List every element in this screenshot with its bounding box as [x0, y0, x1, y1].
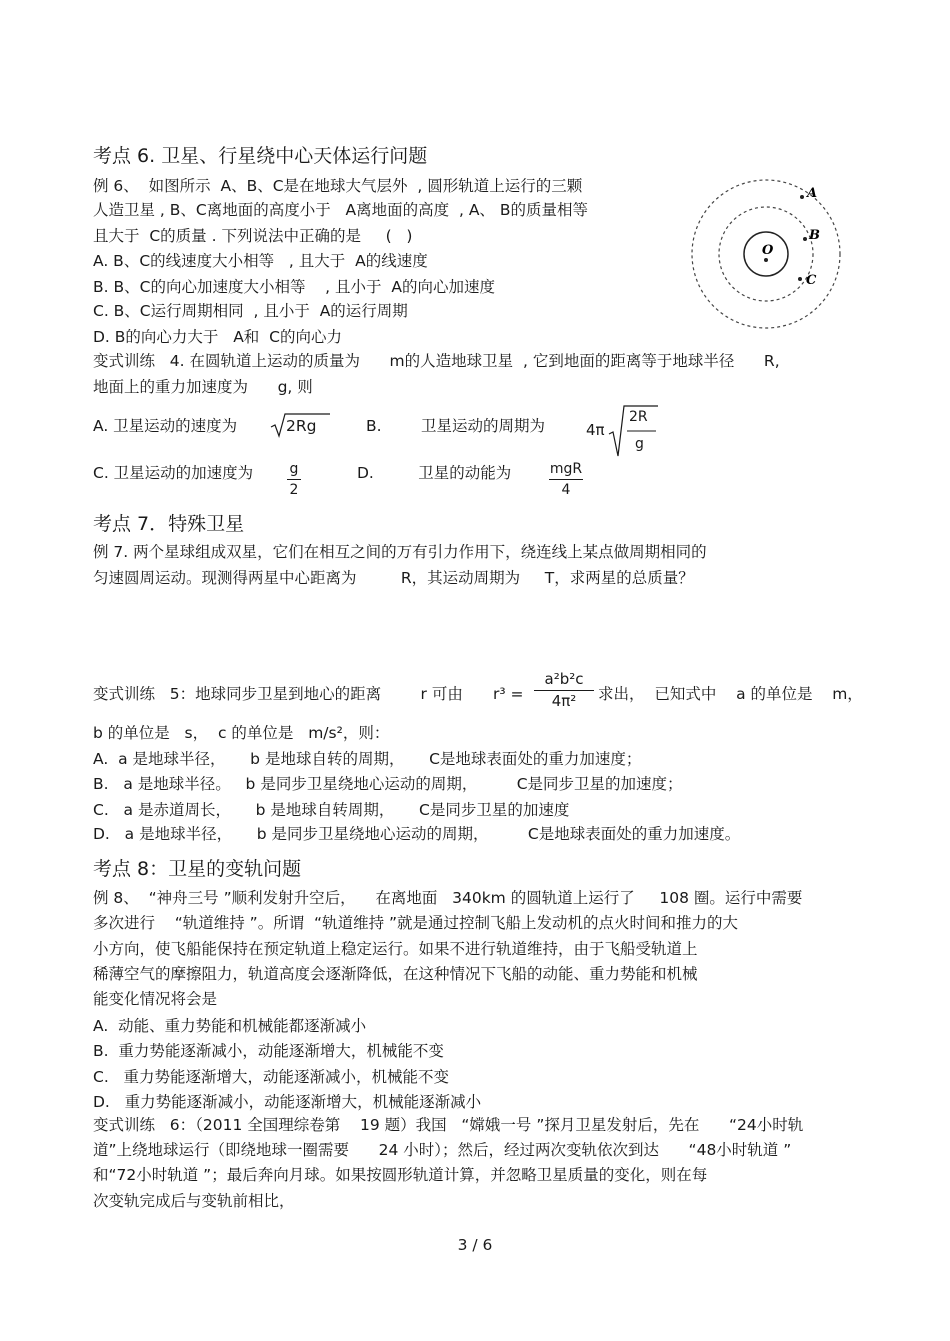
- frac-num: g: [289, 461, 299, 477]
- sqrt-num: 2R: [629, 409, 648, 425]
- variant-4-line: 地面上的重力加速度为 g, 则: [93, 378, 313, 396]
- variant-5-line: 变式训练 5：地球同步卫星到地心的距离 r 可由: [93, 685, 463, 703]
- variant-6-line: 次变轨完成后与变轨前相比，: [93, 1192, 295, 1210]
- example-8-option-b: B. 重力势能逐渐减小，动能逐渐增大，机械能不变: [93, 1042, 444, 1060]
- sqrt-2rg-text: 2Rg: [286, 417, 317, 435]
- example-6-option-d: D. B的向心力大于 A和 C的向心力: [93, 328, 342, 346]
- section-8-title: 考点 8：卫星的变轨问题: [93, 858, 302, 880]
- frac-den: 4: [561, 482, 571, 498]
- frac-num: mgR: [549, 461, 583, 477]
- example-6-line: 且大于 C的质量 . 下列说法中正确的是 ( ): [93, 227, 413, 245]
- variant-5-line-tail: 求出， 已知式中 a 的单位是 m，: [598, 685, 863, 703]
- fraction-g-over-2: [287, 462, 301, 497]
- example-6-line: 人造卫星 , B、C离地面的高度小于 A离地面的高度 , A、 B的质量相等: [93, 201, 588, 219]
- variant-4-line: 变式训练 4. 在圆轨道上运动的质量为 m的人造地球卫星 , 它到地面的距离等于地球半径 R,: [93, 352, 780, 370]
- formula-lhs: r³ =: [493, 685, 524, 703]
- example-6-option-b: B. B、C的向心加速度大小相等 , 且小于 A的向心加速度: [93, 278, 495, 296]
- example-7-line: 匀速圆周运动。现测得两星中心距离为 R，其运动周期为 T，求两星的总质量？: [93, 569, 694, 587]
- formula-num: a²b²c: [544, 670, 584, 688]
- formula-fraction: [534, 672, 594, 709]
- frac-bar: [534, 690, 594, 691]
- example-8-option-d: D. 重力势能逐渐减小，动能逐渐增大，机械能逐渐减小: [93, 1093, 482, 1111]
- example-8-line: 多次进行 “轨道维持 ”。所谓 “轨道维持 ”就是通过控制飞船上发动机的点火时间和推力的大: [93, 914, 739, 932]
- variant-6-line: 和“72小时轨道 ”；最后奔向月球。如果按圆形轨道计算，并忽略卫星质量的变化，则在每: [93, 1166, 708, 1184]
- section-6-title: 考点 6. 卫星、行星绕中心天体运行问题: [93, 145, 428, 167]
- variant-4-option-a: A. 卫星运动的速度为: [93, 417, 238, 435]
- variant-4-option-d: D. 卫星的动能为: [357, 464, 512, 482]
- example-6-line: 例 6、 如图所示 A、B、C是在地球大气层外 , 圆形轨道上运行的三颗: [93, 177, 583, 195]
- example-7-line: 例 7. 两个星球组成双星，它们在相互之间的万有引力作用下，绕连线上某点做周期相同的: [93, 543, 707, 561]
- orbit-label-b: B: [809, 228, 820, 243]
- variant-5-line: b 的单位是 s， c 的单位是 m/s²，则：: [93, 724, 390, 742]
- variant-4-option-b: B. 卫星运动的周期为: [366, 417, 545, 435]
- variant-6-line: 道”上绕地球运行（即绕地球一圈需要 24 小时）；然后，经过两次变轨依次到达 “48小时轨道 ”: [93, 1141, 792, 1159]
- section-7-title: 考点 7．特殊卫星: [93, 513, 245, 535]
- variant-5-option-b: B. a 是地球半径。 b 是同步卫星绕地心运动的周期， C是同步卫星的加速度；: [93, 775, 683, 793]
- variant-5-option-d: D. a 是地球半径， b 是同步卫星绕地心运动的周期， C是地球表面处的重力加速度。: [93, 825, 741, 843]
- example-8-option-a: A. 动能、重力势能和机械能都逐渐减小: [93, 1017, 367, 1035]
- sqrt-2r-over-g: [608, 404, 648, 466]
- example-6-option-a: A. B、C的线速度大小相等 , 且大于 A的线速度: [93, 252, 428, 270]
- example-8-line: 稀薄空气的摩擦阻力，轨道高度会逐渐降低，在这种情况下飞船的动能、重力势能和机械: [93, 965, 698, 983]
- example-8-option-c: C. 重力势能逐渐增大，动能逐渐减小，机械能不变: [93, 1068, 450, 1086]
- formula-den: 4π²: [551, 692, 577, 710]
- fraction-mgr-over-4: [549, 462, 583, 497]
- sqrt-2rg: [270, 412, 317, 459]
- sqrt-den: g: [635, 436, 644, 452]
- variant-5-option-c: C. a 是赤道周长， b 是地球自转周期， C是同步卫星的加速度: [93, 801, 570, 819]
- center-label: O: [762, 243, 774, 258]
- variant-4-option-c: C. 卫星运动的加速度为: [93, 464, 254, 482]
- variant-5-option-a: A. a 是地球半径， b 是地球自转的周期， C是地球表面处的重力加速度；: [93, 750, 642, 768]
- example-6-option-c: C. B、C运行周期相同 , 且小于 A的运行周期: [93, 302, 408, 320]
- example-8-line: 例 8、 “神舟三号 ”顺利发射升空后， 在离地面 340km 的圆轨道上运行了 108 圈。运行中需要: [93, 889, 803, 907]
- frac-den: 2: [289, 482, 299, 498]
- orbit-label-c: C: [806, 273, 817, 288]
- frac-bar: [549, 479, 583, 480]
- four-pi: 4π: [586, 421, 605, 439]
- orbit-label-a: A: [807, 186, 818, 201]
- variant-6-line: 变式训练 6：（2011 全国理综卷第 19 题）我国 “嫦娥一号 ”探月卫星发射后，先在 “24小时轨: [93, 1116, 804, 1134]
- page-number: 3 / 6: [457, 1236, 493, 1254]
- example-8-line: 能变化情况将会是: [93, 990, 218, 1008]
- orbit-diagram: [690, 178, 850, 338]
- example-8-line: 小方向，使飞船能保持在预定轨道上稳定运行。如果不进行轨道维持，由于飞船受轨道上: [93, 940, 698, 958]
- frac-bar: [287, 479, 301, 480]
